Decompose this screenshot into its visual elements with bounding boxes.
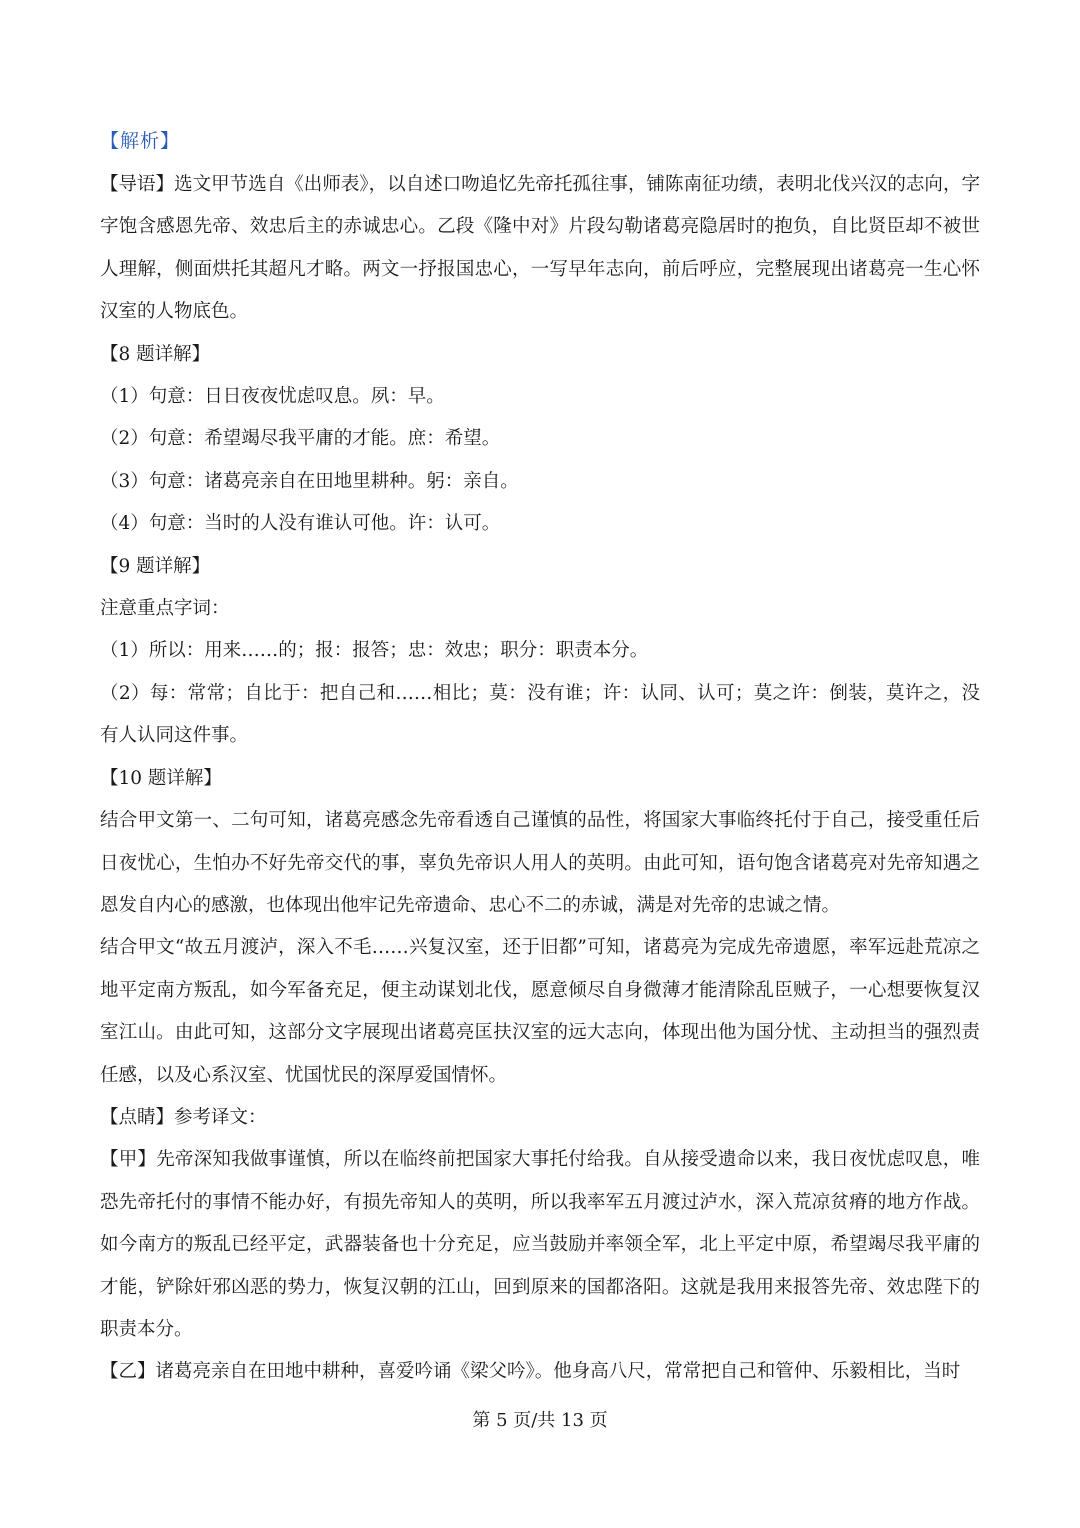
translation-a-text: 先帝深知我做事谨慎，所以在临终前把国家大事托付给我。自从接受遗命以来，我日夜忧虑叹息，唯恐先帝托付的事情不能办好，有损先帝知人的英明，所以我率军五月渡过泸水，深入荒凉贫瘠的地方作战。如今南方的叛乱已经平定，武器装备也十分充足，应当鼓励并率领全军，北上平定中原，希望竭尽我平庸的才能，铲除奸邪凶恶的势力，恢复汉朝的江山，回到原来的国都洛阳。这就是我用来报答先帝、效忠陛下的职责本分。 (100, 1149, 980, 1340)
intro-text: 选文甲节选自《出师表》，以自述口吻追忆先帝托孤往事，铺陈南征功绩，表明北伐兴汉的志向，字字饱含感恩先帝、效忠后主的赤诚忠心。乙段《隆中对》片段勾勒诸葛亮隐居时的抱负，自比贤臣却不被世人理解，侧面烘托其超凡才略。两文一抒报国忠心，一写早年志向，前后呼应，完整展现出诸葛亮一生心怀汉室的人物底色。 (100, 174, 980, 323)
notes-paragraph (100, 1097, 980, 1139)
q10-paragraph: 结合甲文第一、二句可知，诸葛亮感念先帝看透自己谨慎的品性，将国家大事临终托付于自己，接受重任后日夜忧心，生怕办不好先帝交代的事，辜负先帝识人用人的英明。由此可知，语句饱含诸葛亮对先帝知遇之恩发自内心的感激，也体现出他牢记先帝遗命、忠心不二的赤诚，满是对先帝的忠诚之情。 (100, 810, 980, 916)
q9-lead: 注意重点字词： (100, 598, 230, 620)
analysis-heading: 【解析】 (100, 130, 181, 152)
q9-item: （2）每：常常；自比于：把自己和……相比；莫：没有谁；许：认同、认可；莫之许：倒装，莫许之，没有人认同这件事。 (100, 682, 980, 747)
translation-a-tag: 【甲】 (100, 1149, 157, 1171)
q8-heading: 【8 题详解】 (100, 343, 211, 365)
notes-tag: 【点睛】 (100, 1106, 175, 1128)
page-footer: 第 5 页/共 13 页 (472, 1410, 608, 1431)
q8-item: （2）句意：希望竭尽我平庸的才能。庶：希望。 (100, 428, 501, 450)
q8-item: （1）句意：日日夜夜忧虑叹息。夙：早。 (100, 386, 445, 408)
notes-text: 参考译文： (174, 1106, 267, 1128)
intro-paragraph (100, 164, 980, 334)
translation-a-paragraph (100, 1139, 980, 1351)
q8-item: （3）句意：诸葛亮亲自在田地里耕种。躬：亲自。 (100, 470, 519, 492)
translation-b-text: 诸葛亮亲自在田地中耕种，喜爱吟诵《梁父吟》。他身高八尺，常常把自己和管仲、乐毅相比，当时 (155, 1361, 961, 1383)
q10-heading: 【10 题详解】 (100, 767, 222, 789)
q10-paragraph: 结合甲文“故五月渡泸，深入不毛……兴复汉室，还于旧都”可知，诸葛亮为完成先帝遗愿，率军远赴荒凉之地平定南方叛乱，如今军备充足，便主动谋划北伐，愿意倾尽自身微薄才能清除乱臣贼子，一心想要恢复汉室江山。由此可知，这部分文字展现出诸葛亮匡扶汉室的远大志向，体现出他为国分忧、主动担当的强烈责任感，以及心系汉室、忧国忧民的深厚爱国情怀。 (100, 937, 980, 1086)
q9-heading: 【9 题详解】 (100, 555, 211, 577)
translation-b-tag: 【乙】 (100, 1361, 156, 1383)
intro-tag: 【导语】 (100, 174, 175, 195)
q9-item: （1）所以：用来……的；报：报答；忠：效忠；职分：职责本分。 (100, 640, 649, 662)
page-body (100, 164, 980, 1394)
q8-item: （4）句意：当时的人没有谁认可他。许：认可。 (100, 513, 501, 535)
translation-b-paragraph (100, 1351, 980, 1393)
